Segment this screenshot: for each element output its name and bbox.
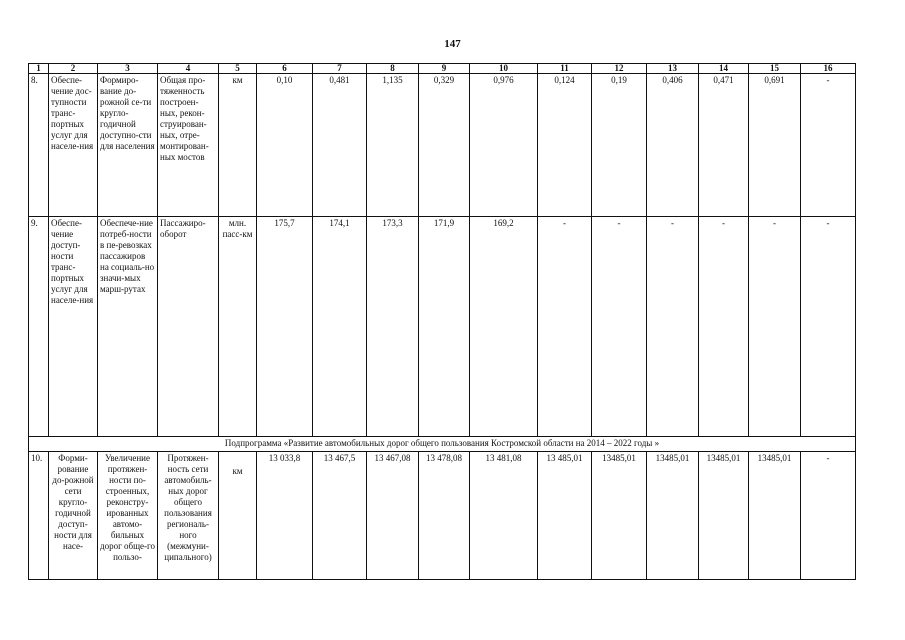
indicator-cell: Протяжен-ность сети автомобиль-ных дорог общего пользования региональ-ного (межмуни-ципального)	[158, 452, 219, 580]
col-num: 5	[219, 64, 257, 74]
value-cell: 13 481,08	[470, 452, 538, 580]
row-number: 9.	[29, 217, 49, 437]
col-num: 13	[647, 64, 699, 74]
indicator-cell: Пассажиро-оборот	[158, 217, 219, 437]
subprogram-row	[29, 437, 856, 452]
value-cell: 13485,01	[592, 452, 647, 580]
page-number: 147	[444, 38, 461, 50]
goal-cell: Обеспе-чение доступ-ности транс-портных услуг для населе-ния	[49, 217, 98, 437]
goal-cell: Обеспе-чение дос-тупности транс-портных услуг для населе-ния	[49, 74, 98, 217]
value-cell: 0,481	[313, 74, 367, 217]
value-cell: 174,1	[313, 217, 367, 437]
value-cell: -	[538, 217, 592, 437]
value-cell: 13 478,08	[419, 452, 470, 580]
value-cell: 0,19	[592, 74, 647, 217]
value-cell: 0,10	[257, 74, 313, 217]
value-cell: -	[592, 217, 647, 437]
value-cell: 0,406	[647, 74, 699, 217]
value-cell: 169,2	[470, 217, 538, 437]
goal-cell: Форми-рование до-рожной сети кругло-годичной доступ-ности для насе-	[49, 452, 98, 580]
table-row	[29, 217, 856, 437]
col-num: 14	[699, 64, 749, 74]
task-cell: Формиро-вание до-рожной се-ти кругло-годичной доступно-сти для населения	[98, 74, 158, 217]
col-num: 9	[419, 64, 470, 74]
value-cell: -	[749, 217, 801, 437]
indicator-cell: Общая про-тяженность построен-ных, рекон-струирован-ных, отре-монтирован-ных мостов	[158, 74, 219, 217]
col-num: 6	[257, 64, 313, 74]
row-number: 10.	[29, 452, 49, 580]
col-num: 8	[367, 64, 419, 74]
col-num: 4	[158, 64, 219, 74]
value-cell: 0,471	[699, 74, 749, 217]
col-num: 3	[98, 64, 158, 74]
subprogram-title: Подпрограмма «Развитие автомобильных дорог общего пользования Костромской области на 2014 – 2022 годы »	[29, 437, 856, 452]
col-num: 7	[313, 64, 367, 74]
value-cell: 0,124	[538, 74, 592, 217]
unit-cell: млн. пасс-км	[219, 217, 257, 437]
unit-cell: км	[219, 74, 257, 217]
value-cell: 171,9	[419, 217, 470, 437]
value-cell: 13 485,01	[538, 452, 592, 580]
value-cell: 13 467,5	[313, 452, 367, 580]
col-num: 12	[592, 64, 647, 74]
indicators-table	[28, 63, 856, 580]
value-cell: -	[801, 452, 856, 580]
col-num: 16	[801, 64, 856, 74]
value-cell: 0,691	[749, 74, 801, 217]
value-cell: 13485,01	[699, 452, 749, 580]
col-num: 2	[49, 64, 98, 74]
task-cell: Увеличение протяжен-ности по-строенных, реконстру-ированных автомо-бильных дорог обще-го пользо-	[98, 452, 158, 580]
col-num: 10	[470, 64, 538, 74]
value-cell: 0,976	[470, 74, 538, 217]
value-cell: 13 033,8	[257, 452, 313, 580]
row-number: 8.	[29, 74, 49, 217]
value-cell: 13485,01	[647, 452, 699, 580]
unit-cell: км	[219, 452, 257, 580]
value-cell: 0,329	[419, 74, 470, 217]
value-cell: 1,135	[367, 74, 419, 217]
col-num: 1	[29, 64, 49, 74]
column-number-row	[29, 64, 856, 74]
table-row	[29, 74, 856, 217]
value-cell: 13 467,08	[367, 452, 419, 580]
value-cell: -	[699, 217, 749, 437]
col-num: 11	[538, 64, 592, 74]
value-cell: 175,7	[257, 217, 313, 437]
value-cell: 13485,01	[749, 452, 801, 580]
value-cell: -	[647, 217, 699, 437]
value-cell: -	[801, 74, 856, 217]
value-cell: -	[801, 217, 856, 437]
value-cell: 173,3	[367, 217, 419, 437]
table-row	[29, 452, 856, 580]
col-num: 15	[749, 64, 801, 74]
task-cell: Обеспече-ние потреб-ности в пе-ревозках пассажиров на социаль-но значи-мых марш-рутах	[98, 217, 158, 437]
